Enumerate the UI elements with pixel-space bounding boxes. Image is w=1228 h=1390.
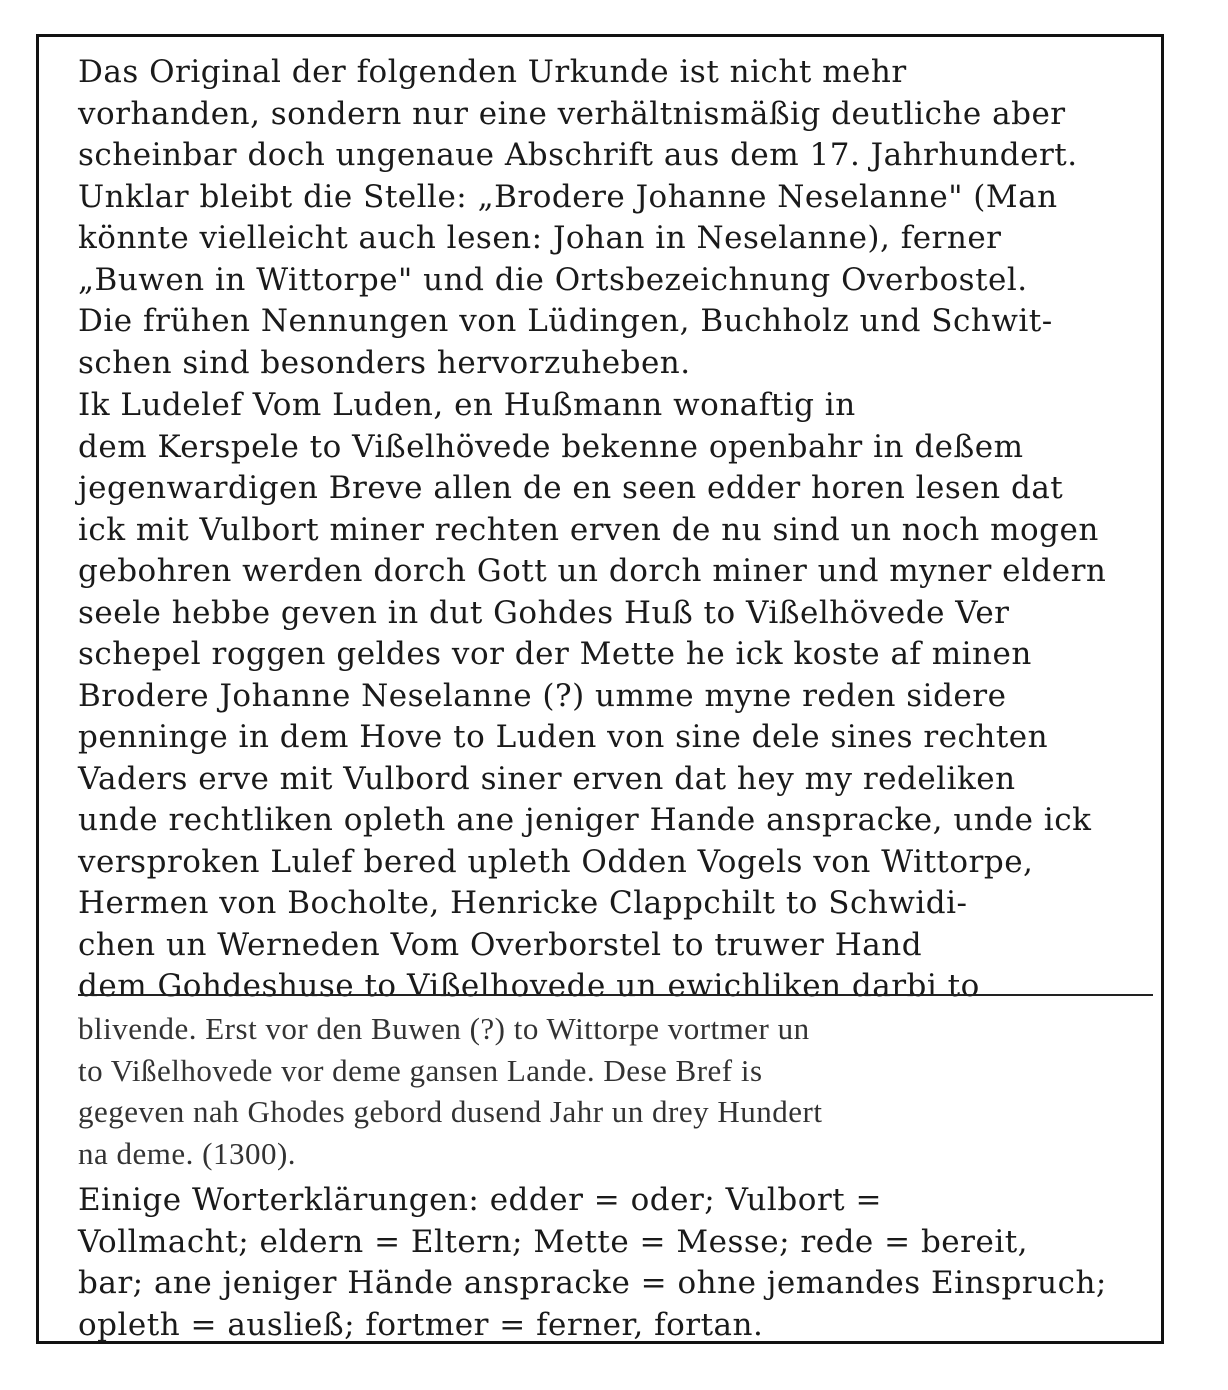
paste-seam-line — [78, 994, 1153, 996]
charter-text: Ik Ludelef Vom Luden, en Hußmann wonaftig in dem Kerspele to Vißelhövede bekenne openbahr in deßem jegenwardigen Breve allen de en seen edder horen lesen dat ick mit Vulbort miner rechten erven de nu sind un noch mogen gebohren werden dorch Gott un dorch miner und myner eldern seele hebbe geven in dut Gohdes Huß to Vißelhövede Ver schepel roggen geldes vor der Mette he ick koste af minen Brodere Johanne Neselanne (?) umme myne reden sidere penninge in dem Hove to Luden von sine dele sines rechten Vaders erve mit Vulbord siner erven dat hey my redeliken unde rechtliken opleth ane jeniger Hande anspracke, unde ick versproken Lulef bered upleth Odden Vogels von Wittorpe, Hermen von Bocholte, Henricke Clappchilt to Schwidi- chen un Werneden Vom Overborstel to truwer Hand dem Gohdeshuse to Vißelhovede un ewichliken darbi to — [78, 387, 1107, 1004]
glossary-paragraph: Einige Worterklärungen: edder = oder; Vulbort = Vollmacht; eldern = Eltern; Mette = Messe; rede = bereit, bar; ane jeniger Hände anspracke = ohne jemandes Einspruch; opleth = ausließ; fortmer = ferner, fortan. — [78, 1182, 1107, 1343]
intro-paragraph: Das Original der folgenden Urkunde ist nicht mehr vorhanden, sondern nur eine verhältnismäßig deutliche aber scheinbar doch ungenaue Abschrift aus dem 17. Jahrhundert. Unklar bleibt die Stelle: „Brodere Johanne Neselanne" (Man könnte vielleicht auch lesen: Johan in Neselanne), ferner „Buwen in Wittorpe" und die Ortsbezeichnung Overbostel. Die frühen Nennungen von Lüdingen, Buchholz und Schwit- schen sind besonders hervorzuheben. — [78, 54, 1078, 381]
charter-text-continued: blivende. Erst vor den Buwen (?) to Wittorpe vortmer un to Vißelhovede vor deme gansen Lande. Dese Bref is gegeven nah Ghodes gebord dusend Jahr un drey Hundert na deme. (1300). — [78, 1011, 823, 1171]
